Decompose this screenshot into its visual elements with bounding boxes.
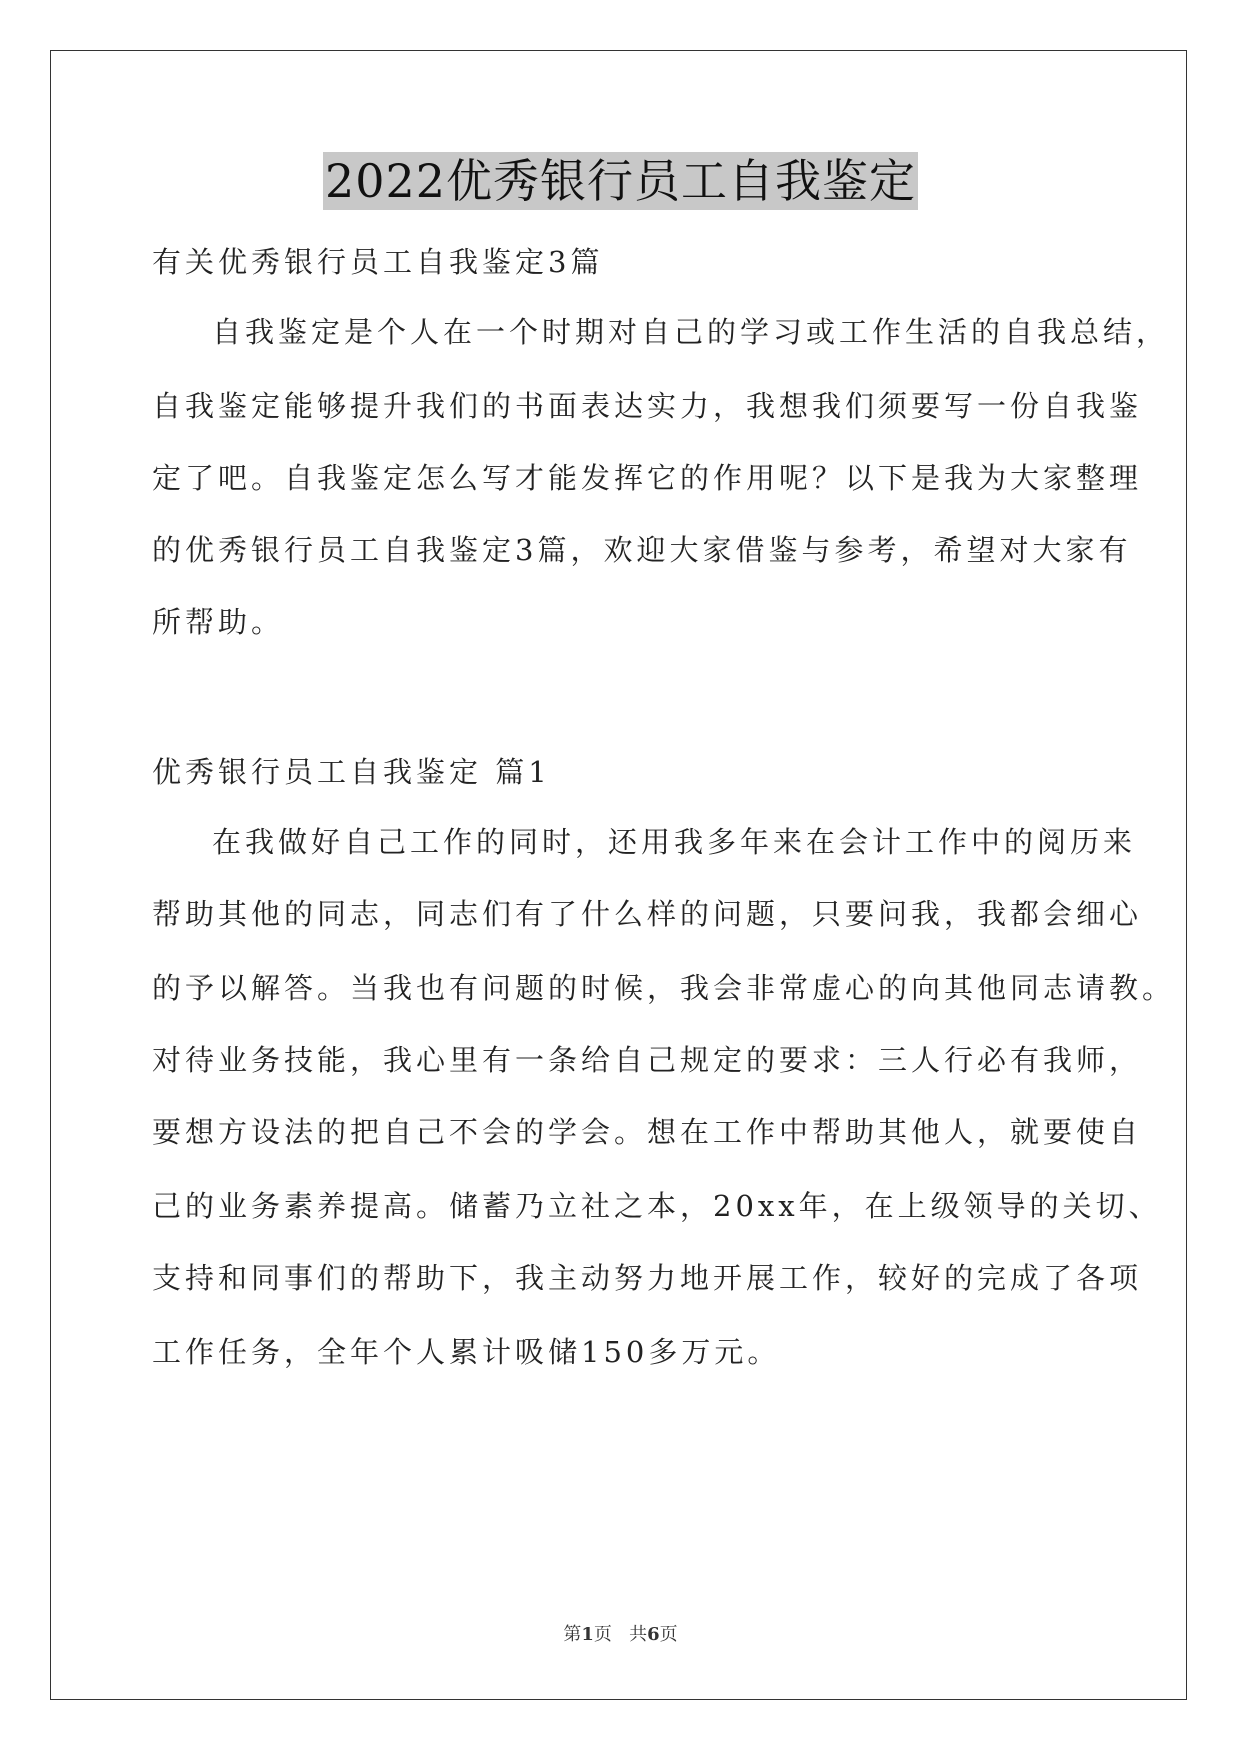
footer-total-pages: 6 [647,1624,660,1645]
body-line: 工作任务，全年个人累计吸储150多万元。 [152,1335,781,1369]
document-subtitle: 有关优秀银行员工自我鉴定3篇 [152,245,604,279]
body-line: 支持和同事们的帮助下，我主动努力地开展工作，较好的完成了各项 [152,1261,1143,1295]
footer-suffix: 页 [659,1624,678,1645]
title-container [0,152,1241,210]
section-heading: 优秀银行员工自我鉴定 篇1 [152,755,551,789]
body-line: 帮助其他的同志，同志们有了什么样的问题，只要问我，我都会细心 [152,897,1143,931]
footer-middle: 页 共 [593,1624,648,1645]
page-border [50,50,1187,1700]
body-line: 在我做好自己工作的同时，还用我多年来在会计工作中的阅历来 [212,825,1137,859]
footer-prefix: 第 [563,1624,582,1645]
body-line: 对待业务技能，我心里有一条给自己规定的要求：三人行必有我师， [152,1043,1143,1077]
intro-line: 定了吧。自我鉴定怎么写才能发挥它的作用呢？以下是我为大家整理 [152,461,1143,495]
body-line: 己的业务素养提高。储蓄乃立社之本，20xx年，在上级领导的关切、 [152,1189,1162,1223]
document-title: 2022优秀银行员工自我鉴定 [324,154,917,208]
intro-line: 所帮助。 [152,605,285,639]
intro-line: 的优秀银行员工自我鉴定3篇，欢迎大家借鉴与参考，希望对大家有 [152,533,1132,567]
page-footer [0,1623,1241,1647]
body-line: 的予以解答。当我也有问题的时候，我会非常虚心的向其他同志请教。 [152,971,1176,1005]
footer-current-page: 1 [581,1624,594,1645]
intro-line: 自我鉴定能够提升我们的书面表达实力，我想我们须要写一份自我鉴 [152,389,1143,423]
body-line: 要想方设法的把自己不会的学会。想在工作中帮助其他人，就要使自 [152,1115,1143,1149]
intro-line: 自我鉴定是个人在一个时期对自己的学习或工作生活的自我总结， [212,315,1170,349]
